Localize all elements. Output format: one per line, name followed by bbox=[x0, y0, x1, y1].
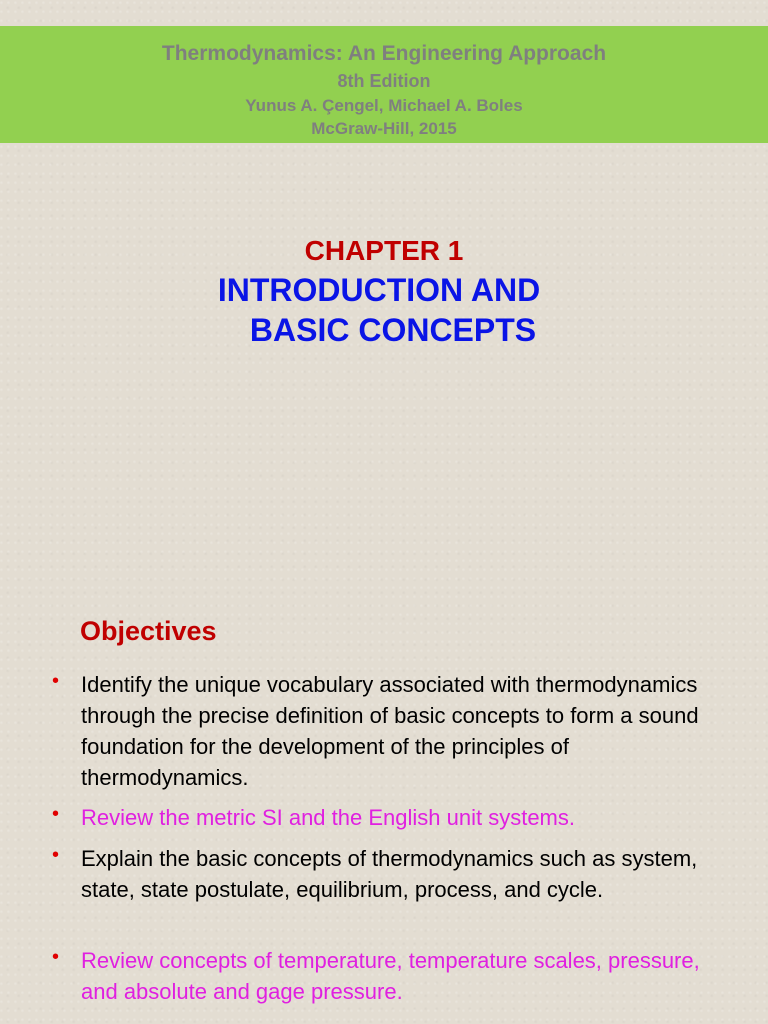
objectives-heading: Objectives bbox=[80, 616, 217, 646]
objective-item-1: Identify the unique vocabulary associated with thermodynamics through the precise definition of basic concepts to form a sound foundation for the development of the principles of thermodynamics. bbox=[81, 672, 699, 790]
chapter-title-line2: BASIC CONCEPTS bbox=[249, 312, 537, 348]
objective-item-3: Explain the basic concepts of thermodynamics such as system, state, state postulate, equilibrium, process, and cycle. bbox=[81, 846, 698, 902]
bullet-icon: • bbox=[52, 803, 60, 825]
objective-item-4: Review concepts of temperature, temperature scales, pressure, and absolute and gage pressure. bbox=[81, 948, 700, 1004]
objective-item-2: Review the metric SI and the English unit systems. bbox=[81, 805, 575, 830]
bullet-icon: • bbox=[52, 670, 60, 692]
bullet-icon: • bbox=[52, 844, 60, 866]
header-banner bbox=[0, 26, 768, 143]
book-title: Thermodynamics: An Engineering Approach bbox=[161, 42, 607, 65]
book-edition: 8th Edition bbox=[337, 71, 431, 91]
book-authors: Yunus A. Çengel, Michael A. Boles bbox=[245, 96, 523, 115]
chapter-title-line1: INTRODUCTION AND bbox=[217, 272, 541, 308]
bullet-icon: • bbox=[52, 946, 60, 968]
book-publisher: McGraw-Hill, 2015 bbox=[311, 119, 457, 138]
chapter-number: CHAPTER 1 bbox=[304, 235, 464, 266]
